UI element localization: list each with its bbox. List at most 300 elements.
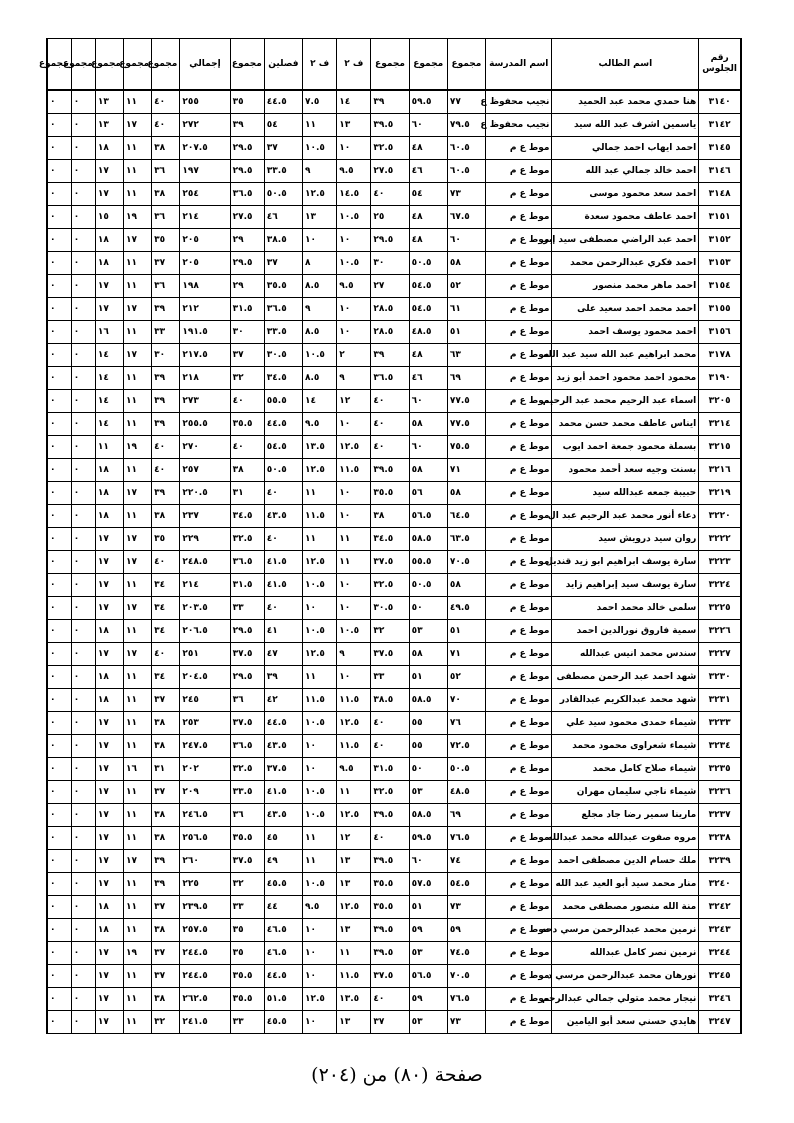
cell-value: ١١ (126, 718, 138, 728)
cell-total-1 (447, 551, 485, 574)
cell-value: ٥٦.٥ (411, 511, 432, 521)
cell-total-7 (95, 160, 123, 183)
cell-school-name: موط ع م (486, 873, 552, 896)
cell-term-2-b (303, 344, 337, 367)
cell-value: ١٨ (97, 258, 109, 268)
cell-value: ٣٩ (154, 856, 166, 866)
cell-student-name: روان سيد درويش سيد (552, 528, 699, 551)
cell-total-5 (152, 919, 180, 942)
cell-total-6 (124, 90, 152, 114)
cell-value: ١١ (305, 856, 317, 866)
cell-total-6 (124, 712, 152, 735)
cell-student-name: احمد محمود يوسف احمد (552, 321, 699, 344)
cell-student-name: احمد فكري عبدالرحمن محمد (552, 252, 699, 275)
cell-total-9 (47, 229, 71, 252)
cell-term-2-a (337, 712, 371, 735)
cell-value: ٢١٨ (182, 373, 199, 383)
cell-value: ٠ (73, 695, 80, 705)
cell-total-1 (447, 321, 485, 344)
cell-total-5 (152, 160, 180, 183)
cell-grand-total (180, 988, 230, 1011)
cell-value: ١٨ (97, 902, 109, 912)
cell-total-6 (124, 160, 152, 183)
table-row (47, 459, 741, 482)
cell-school-name: موط ع م (486, 735, 552, 758)
cell-term-2-a (337, 597, 371, 620)
cell-value: ٠ (73, 764, 80, 774)
cell-term-2-a (337, 942, 371, 965)
cell-student-name: نرمين محمد عبدالرحمن مرسي دحه (552, 919, 699, 942)
cell-value: ٤٠ (154, 465, 166, 475)
cell-value: ١٩ (126, 948, 138, 958)
cell-total-3 (371, 114, 409, 137)
cell-value: ١٧ (97, 810, 109, 820)
cell-total-6 (124, 850, 152, 873)
cell-two-terms (264, 390, 302, 413)
cell-value: ١٧ (97, 189, 109, 199)
cell-term-2-a (337, 643, 371, 666)
table-row (47, 896, 741, 919)
cell-total-2 (409, 689, 447, 712)
cell-value: ٣٧ (232, 350, 244, 360)
cell-value: ٠ (50, 741, 56, 751)
cell-seat-number: ٣٢٣٤ (699, 735, 741, 758)
cell-student-name: محمود احمد محمود احمد أبو زيد (552, 367, 699, 390)
table-row (47, 229, 741, 252)
cell-seat-number: ٣٢١٩ (699, 482, 741, 505)
cell-value: ٤٧ (266, 649, 278, 659)
cell-student-name: شيماء ناجي سليمان مهران (552, 781, 699, 804)
cell-total-5 (152, 183, 180, 206)
cell-two-terms (264, 183, 302, 206)
cell-value: ٧٠ (449, 695, 461, 705)
header-term-2-a: ف ٢ (337, 39, 371, 91)
cell-value: ٩ (305, 166, 311, 176)
cell-value: ٠ (73, 166, 80, 176)
cell-value: ٠ (73, 488, 80, 498)
cell-total-6 (124, 988, 152, 1011)
cell-total-3 (371, 344, 409, 367)
cell-value: ٢٧ (373, 281, 385, 291)
cell-seat-number: ٣٢٤٧ (699, 1011, 741, 1034)
header-grand-total: إجمالي (180, 39, 230, 91)
header-school-name: اسم المدرسة (486, 39, 552, 91)
cell-total-9 (47, 827, 71, 850)
cell-value: ٧٤.٥ (449, 948, 470, 958)
cell-total-9 (47, 574, 71, 597)
cell-seat-number: ٣٢٢٤ (699, 574, 741, 597)
cell-total-8 (71, 965, 95, 988)
cell-total-9 (47, 781, 71, 804)
cell-value: ٣٠ (232, 327, 244, 337)
cell-term-2-a (337, 114, 371, 137)
cell-school-name: موط ع م (486, 666, 552, 689)
cell-total-8 (71, 298, 95, 321)
cell-total-2 (409, 988, 447, 1011)
cell-total-3 (371, 712, 409, 735)
cell-value: ٣٦ (154, 281, 166, 291)
cell-value: ٠ (73, 373, 80, 383)
cell-value: ٤٦.٥ (266, 925, 287, 935)
cell-value: ٥٠.٥ (449, 764, 470, 774)
cell-value: ٧٣ (449, 902, 461, 912)
cell-value: ١٠ (305, 603, 317, 613)
cell-value: ٤٨ (411, 212, 423, 222)
cell-total-3 (371, 90, 409, 114)
cell-value: ١٧ (97, 718, 109, 728)
cell-total-9 (47, 390, 71, 413)
cell-value: ٣٢ (232, 373, 244, 383)
cell-value: ١١ (126, 143, 138, 153)
cell-total-3 (371, 965, 409, 988)
cell-value: ٢٧٢ (182, 120, 199, 130)
cell-value: ٢٠٤.٥ (182, 672, 208, 682)
cell-value: ٣٥ (154, 235, 166, 245)
cell-two-terms (264, 344, 302, 367)
cell-value: ١١ (126, 580, 138, 590)
cell-term-2-a (337, 390, 371, 413)
cell-total-3 (371, 183, 409, 206)
cell-seat-number: ٣١٥٦ (699, 321, 741, 344)
table-row (47, 850, 741, 873)
cell-value: ٢٦٢.٥ (182, 994, 208, 1004)
cell-value: ٠ (73, 557, 80, 567)
cell-total-5 (152, 574, 180, 597)
cell-total-2 (409, 666, 447, 689)
cell-value: ٣٧ (154, 695, 166, 705)
cell-value: ٠ (50, 396, 56, 406)
table-row (47, 183, 741, 206)
cell-total-6 (124, 505, 152, 528)
cell-seat-number: ٣١٥٤ (699, 275, 741, 298)
cell-value: ٠ (50, 971, 56, 981)
cell-student-name: سندس محمد انيس عبدالله (552, 643, 699, 666)
cell-value: ٧١ (449, 465, 461, 475)
cell-value: ٠ (73, 833, 80, 843)
cell-seat-number: ٣٢٢٦ (699, 620, 741, 643)
cell-value: ٠ (50, 764, 56, 774)
cell-grand-total (180, 620, 230, 643)
cell-seat-number: ٣٢٣٨ (699, 827, 741, 850)
cell-term-2-a (337, 666, 371, 689)
cell-total-9 (47, 689, 71, 712)
cell-total-6 (124, 666, 152, 689)
cell-value: ٣٠.٥ (266, 350, 287, 360)
cell-value: ١٩١.٥ (182, 327, 208, 337)
cell-value: ٠ (73, 534, 80, 544)
cell-value: ٥٨.٥ (411, 534, 432, 544)
cell-value: ٣٥.٥ (232, 833, 253, 843)
cell-value: ٠ (50, 626, 56, 636)
cell-value: ٣٩ (154, 419, 166, 429)
cell-value: ٣٩.٥ (373, 810, 394, 820)
cell-value: ٠ (73, 304, 80, 314)
cell-student-name: هنا حمدي محمد عبد الحميد (552, 90, 699, 114)
header-seat-number: رقم الجلوس (699, 39, 741, 91)
header-term-2-b: ف ٢ (303, 39, 337, 91)
cell-two-terms (264, 988, 302, 1011)
cell-value: ٠ (73, 879, 80, 889)
cell-value: ١١.٥ (339, 465, 360, 475)
cell-total-6 (124, 735, 152, 758)
cell-total-8 (71, 482, 95, 505)
cell-total-1 (447, 206, 485, 229)
cell-total-1 (447, 390, 485, 413)
cell-value: ٥٢ (449, 281, 461, 291)
cell-total-3 (371, 988, 409, 1011)
cell-value: ٧٧.٥ (449, 396, 470, 406)
cell-seat-number: ٣٢٣١ (699, 689, 741, 712)
cell-value: ٣٧ (154, 902, 166, 912)
cell-total-2 (409, 551, 447, 574)
cell-total-9 (47, 873, 71, 896)
cell-total-8 (71, 988, 95, 1011)
cell-value: ٣٩.٥ (373, 925, 394, 935)
cell-student-name: احمد محمد احمد سعيد على (552, 298, 699, 321)
cell-term-2-b (303, 758, 337, 781)
cell-value: ٣٦.٥ (232, 741, 253, 751)
cell-total-4 (230, 942, 264, 965)
cell-total-4 (230, 919, 264, 942)
cell-total-3 (371, 827, 409, 850)
cell-total-4 (230, 827, 264, 850)
cell-total-4 (230, 666, 264, 689)
cell-value: ٢٦٠ (182, 856, 199, 866)
cell-value: ٦١ (449, 304, 461, 314)
cell-value: ٣٧ (154, 258, 166, 268)
cell-value: ٦٧.٥ (449, 212, 470, 222)
cell-value: ٠ (73, 281, 80, 291)
cell-total-1 (447, 712, 485, 735)
cell-total-2 (409, 229, 447, 252)
cell-value: ١٧ (126, 235, 138, 245)
cell-total-7 (95, 873, 123, 896)
cell-value: ٢٥ (373, 212, 385, 222)
cell-value: ٣٩ (154, 488, 166, 498)
cell-total-6 (124, 528, 152, 551)
table-row (47, 482, 741, 505)
cell-total-6 (124, 206, 152, 229)
cell-term-2-a (337, 298, 371, 321)
cell-total-9 (47, 804, 71, 827)
cell-seat-number: ٣١٤٠ (699, 90, 741, 114)
cell-total-5 (152, 988, 180, 1011)
cell-total-6 (124, 390, 152, 413)
cell-value: ٣٩ (154, 373, 166, 383)
cell-value: ١٤ (97, 396, 109, 406)
cell-school-name: موط ع م (486, 850, 552, 873)
table-row (47, 827, 741, 850)
cell-value: ٣٥.٥ (373, 902, 394, 912)
cell-school-name: موط ع م (486, 390, 552, 413)
cell-total-9 (47, 597, 71, 620)
cell-total-3 (371, 735, 409, 758)
cell-value: ٥٤ (266, 120, 278, 130)
cell-value: ٠ (73, 856, 80, 866)
cell-total-7 (95, 1011, 123, 1034)
cell-total-9 (47, 90, 71, 114)
cell-value: ٣٨ (154, 833, 166, 843)
cell-value: ٦٠ (449, 235, 461, 245)
cell-school-name: موط ع م (486, 229, 552, 252)
cell-grand-total (180, 413, 230, 436)
cell-total-2 (409, 896, 447, 919)
cell-school-name: موط ع م (486, 781, 552, 804)
cell-value: ١٢ (339, 396, 351, 406)
cell-value: ٣٩ (373, 350, 385, 360)
cell-value: ٢٨.٥ (373, 327, 394, 337)
cell-school-name: موط ع م (486, 620, 552, 643)
cell-total-6 (124, 827, 152, 850)
cell-total-4 (230, 367, 264, 390)
cell-value: ٤٩ (266, 856, 278, 866)
header-two-terms: فصلين (264, 39, 302, 91)
cell-school-name: موط ع م (486, 551, 552, 574)
header-total-8: مجموع (71, 39, 95, 91)
cell-term-2-b (303, 413, 337, 436)
cell-term-2-b (303, 206, 337, 229)
cell-value: ٣٣ (232, 1017, 244, 1027)
cell-two-terms (264, 965, 302, 988)
cell-grand-total (180, 827, 230, 850)
cell-value: ٢٧٣ (182, 396, 199, 406)
cell-value: ١٣.٥ (305, 442, 325, 452)
cell-value: ٠ (50, 419, 56, 429)
cell-seat-number: ٣٢٢٢ (699, 528, 741, 551)
cell-value: ١٤ (339, 97, 351, 107)
cell-value: ٥٣ (411, 1017, 423, 1027)
cell-school-name: موط ع م (486, 367, 552, 390)
cell-term-2-b (303, 183, 337, 206)
cell-total-5 (152, 390, 180, 413)
cell-value: ٠ (50, 649, 56, 659)
cell-student-name: بسنت وجيه سعد أحمد محمود (552, 459, 699, 482)
cell-two-terms (264, 689, 302, 712)
cell-value: ٣٥.٥ (373, 488, 394, 498)
cell-value: ٢٧.٥ (232, 212, 253, 222)
cell-total-4 (230, 528, 264, 551)
cell-total-1 (447, 505, 485, 528)
cell-term-2-a (337, 850, 371, 873)
cell-total-6 (124, 620, 152, 643)
cell-value: ٥٠ (411, 603, 423, 613)
cell-value: ٣١ (154, 764, 166, 774)
cell-term-2-b (303, 114, 337, 137)
cell-total-1 (447, 689, 485, 712)
cell-total-3 (371, 896, 409, 919)
cell-total-2 (409, 965, 447, 988)
cell-value: ٣١ (232, 488, 244, 498)
cell-total-6 (124, 482, 152, 505)
cell-term-2-b (303, 436, 337, 459)
cell-total-8 (71, 781, 95, 804)
cell-total-2 (409, 574, 447, 597)
cell-term-2-b (303, 712, 337, 735)
cell-two-terms (264, 574, 302, 597)
cell-school-name: موط ع م (486, 574, 552, 597)
cell-value: ٩.٥ (339, 281, 354, 291)
cell-value: ٤٤.٥ (266, 971, 287, 981)
cell-total-9 (47, 528, 71, 551)
cell-total-8 (71, 275, 95, 298)
cell-student-name: ملك حسام الدين مصطفى احمد (552, 850, 699, 873)
cell-student-name: سارة يوسف سيد إبراهيم زايد (552, 574, 699, 597)
cell-grand-total (180, 551, 230, 574)
table-row (47, 344, 741, 367)
cell-value: ٠ (50, 258, 56, 268)
cell-value: ١٠.٥ (305, 626, 325, 636)
cell-total-9 (47, 344, 71, 367)
cell-student-name: منة الله منصور مصطفى محمد (552, 896, 699, 919)
cell-seat-number: ٣٢٣٩ (699, 850, 741, 873)
cell-total-1 (447, 367, 485, 390)
cell-value: ٣٤.٥ (266, 373, 287, 383)
table-row (47, 620, 741, 643)
cell-value: ١٨ (97, 235, 109, 245)
cell-total-2 (409, 850, 447, 873)
cell-total-5 (152, 942, 180, 965)
cell-value: ٣٥ (154, 534, 166, 544)
cell-value: ٠ (50, 143, 56, 153)
cell-value: ٢٠٦.٥ (182, 626, 208, 636)
cell-two-terms (264, 873, 302, 896)
table-row (47, 597, 741, 620)
table-row (47, 965, 741, 988)
cell-value: ٣٠.٥ (373, 603, 394, 613)
cell-value: ٥٦ (411, 488, 423, 498)
cell-seat-number: ٣٢٤٣ (699, 919, 741, 942)
cell-value: ٣٦.٥ (232, 189, 253, 199)
cell-value: ٧٧.٥ (449, 419, 470, 429)
cell-total-4 (230, 574, 264, 597)
cell-total-7 (95, 252, 123, 275)
cell-value: ١٧ (97, 534, 109, 544)
cell-total-4 (230, 620, 264, 643)
cell-term-2-a (337, 344, 371, 367)
cell-value: ٤٠ (373, 189, 385, 199)
cell-value: ٣٨ (154, 994, 166, 1004)
cell-seat-number: ٣١٤٢ (699, 114, 741, 137)
cell-total-7 (95, 551, 123, 574)
cell-term-2-b (303, 321, 337, 344)
cell-value: ٠ (50, 695, 56, 705)
cell-value: ٣٦ (232, 810, 244, 820)
cell-term-2-a (337, 965, 371, 988)
cell-term-2-a (337, 137, 371, 160)
cell-total-7 (95, 689, 123, 712)
cell-value: ٦٠.٥ (449, 143, 470, 153)
cell-total-6 (124, 367, 152, 390)
cell-value: ٠ (73, 902, 80, 912)
cell-total-7 (95, 965, 123, 988)
cell-value: ٤٠ (154, 120, 166, 130)
cell-term-2-b (303, 160, 337, 183)
cell-value: ٢٩.٥ (232, 166, 253, 176)
cell-grand-total (180, 896, 230, 919)
cell-value: ١٠ (305, 925, 317, 935)
cell-value: ٢١٢ (182, 304, 199, 314)
cell-total-7 (95, 942, 123, 965)
cell-value: ٢١٤ (182, 580, 199, 590)
table-row (47, 137, 741, 160)
cell-two-terms (264, 666, 302, 689)
cell-total-4 (230, 873, 264, 896)
cell-value: ٢٤١.٥ (182, 1017, 208, 1027)
cell-value: ٩.٥ (339, 166, 354, 176)
cell-value: ١٨ (97, 672, 109, 682)
table-row (47, 873, 741, 896)
cell-total-9 (47, 160, 71, 183)
